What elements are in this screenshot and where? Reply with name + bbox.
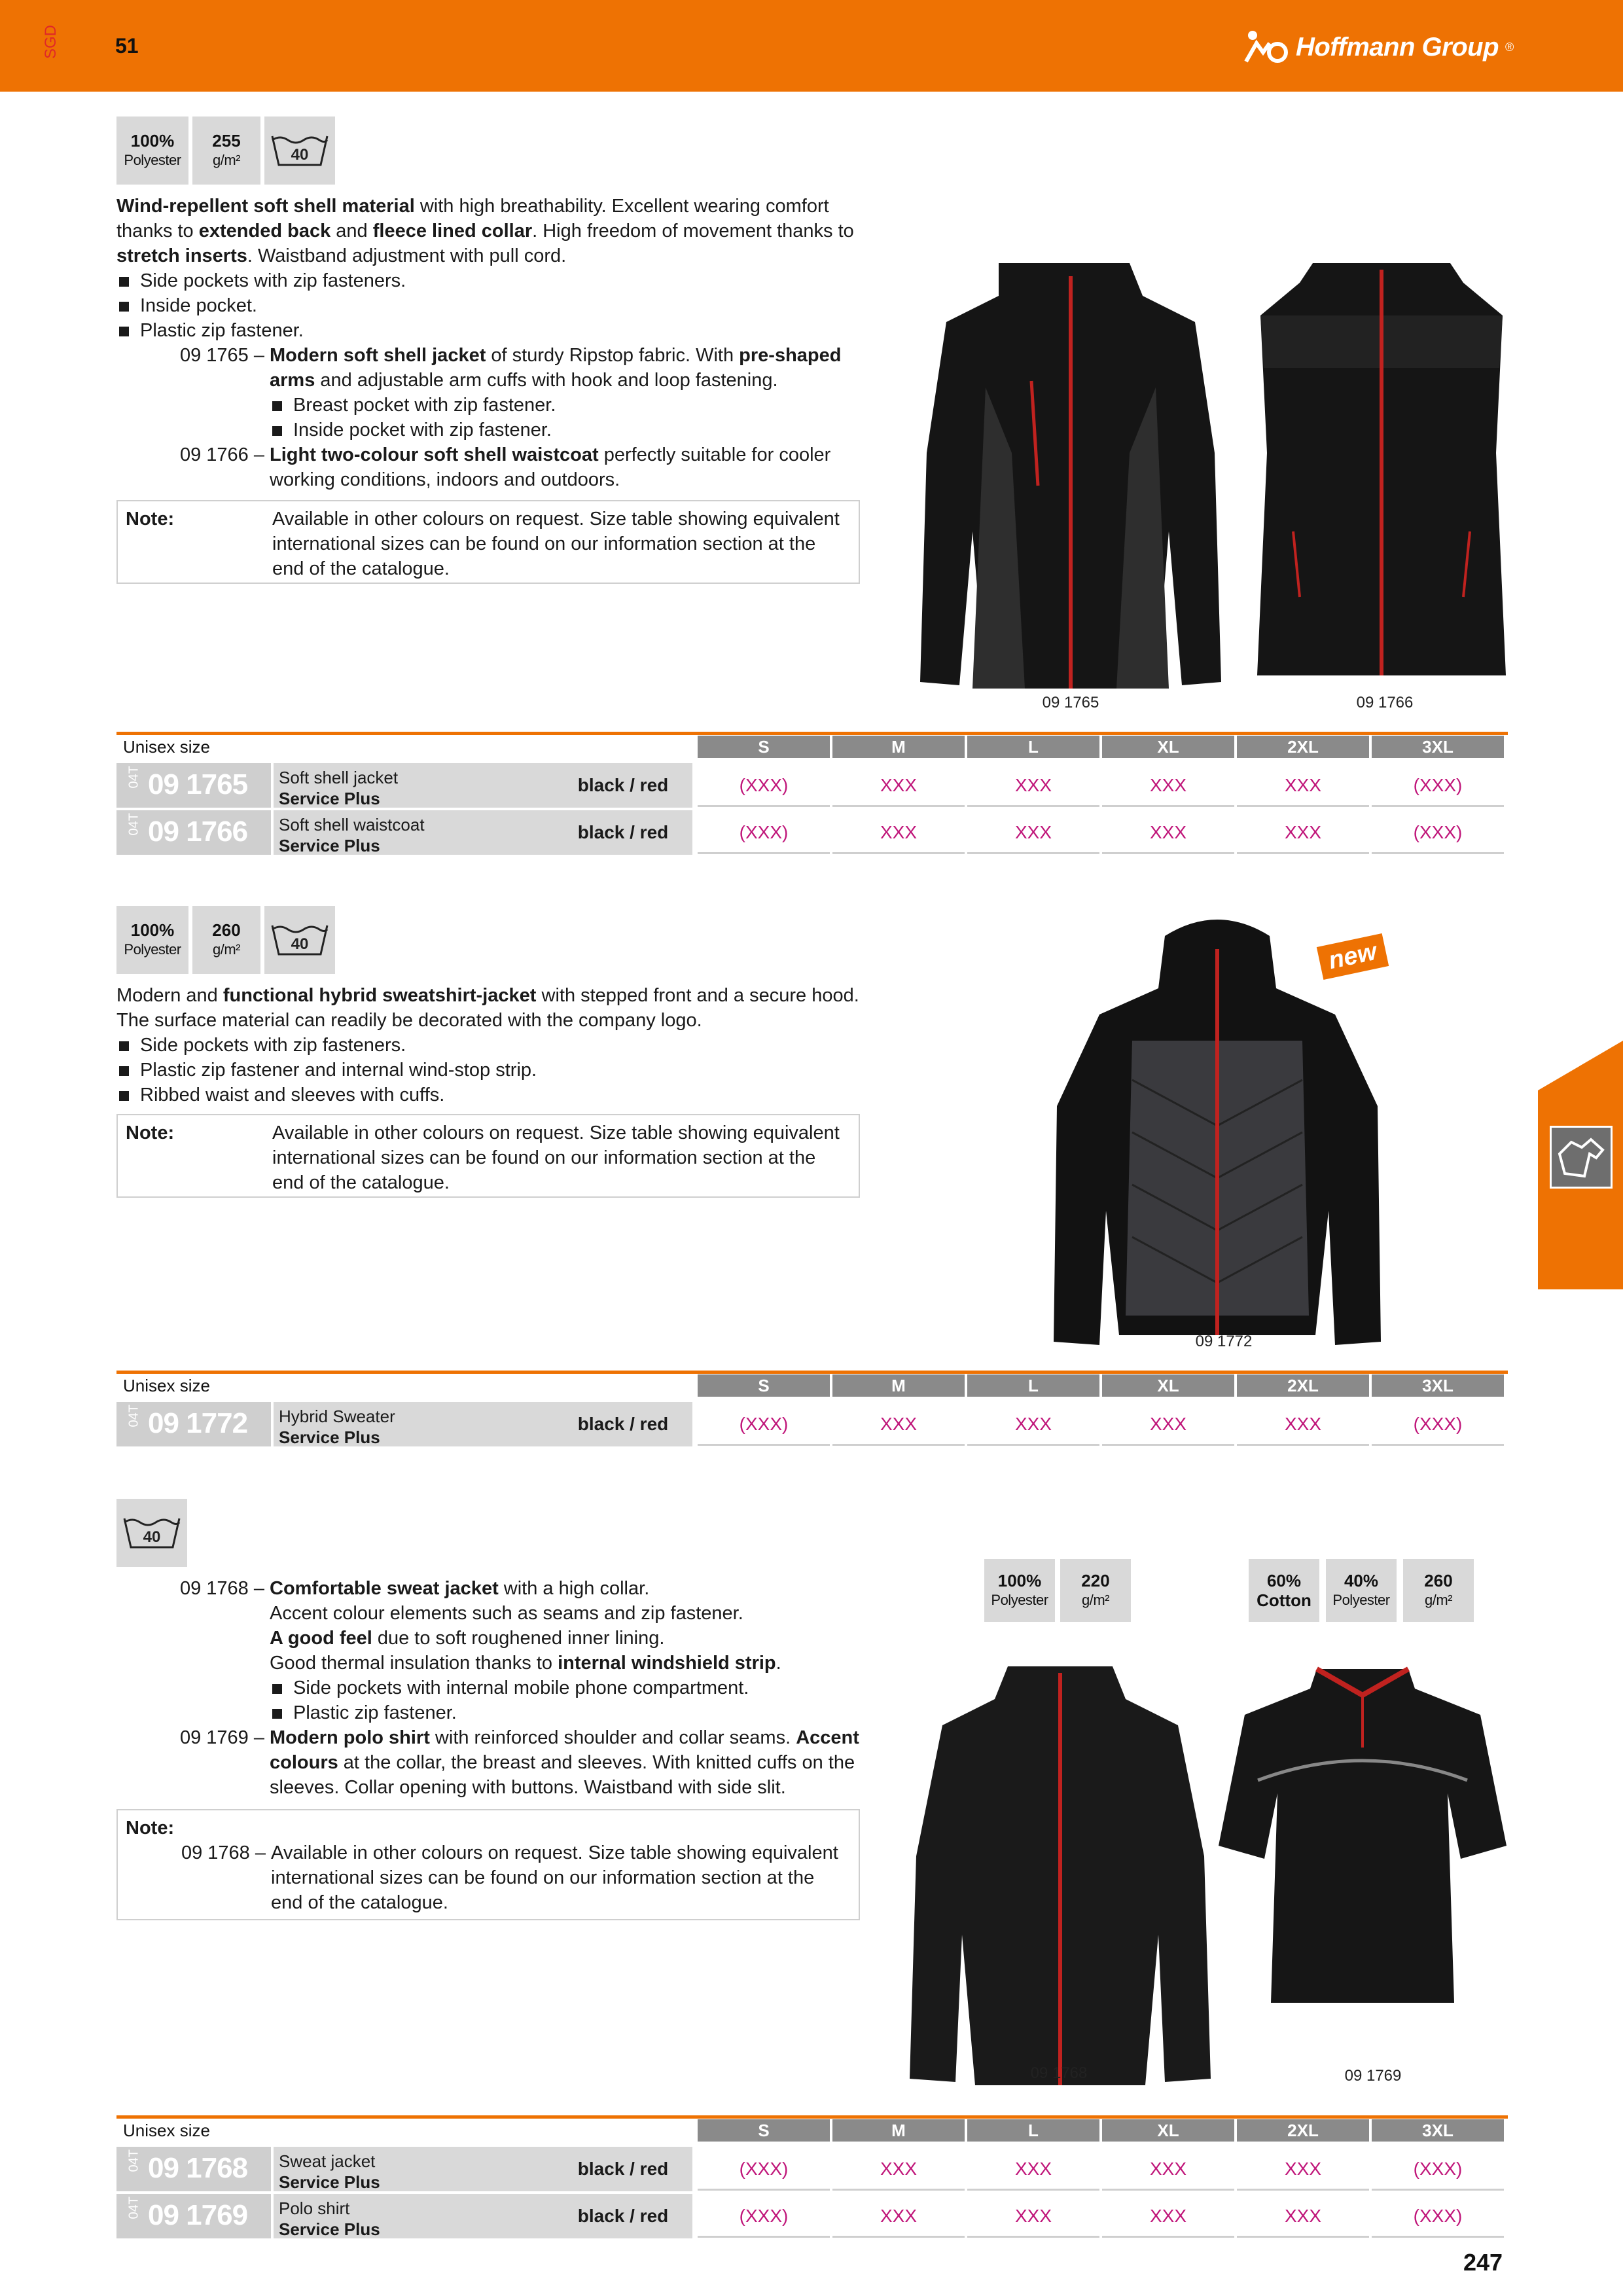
cell-divider	[967, 852, 1099, 854]
size-header-s: S	[698, 736, 830, 758]
size-cell-s[interactable]: (XXX)	[739, 822, 789, 842]
cell-divider	[1372, 805, 1504, 807]
size-cell-xl[interactable]: XXX	[1149, 775, 1187, 795]
product-name: Sweat jacket	[279, 2151, 376, 2171]
cell-divider	[1237, 2189, 1369, 2191]
cell-divider	[1237, 2236, 1369, 2238]
brand-name: Hoffmann Group	[1296, 32, 1499, 62]
section2-description	[116, 983, 876, 1107]
material-spec	[1326, 1559, 1397, 1622]
list-item: Inside pocket with zip fastener.	[270, 418, 869, 442]
spec-unit: g/m²	[213, 941, 240, 958]
spec-value: 100%	[130, 131, 175, 151]
bold-text: Modern soft shell jacket	[270, 345, 486, 366]
size-cell-3xl[interactable]: (XXX)	[1413, 775, 1463, 795]
size-header-xl: XL	[1102, 2119, 1234, 2142]
image-caption: 09 1769	[1344, 2067, 1402, 2085]
item-description: Modern polo shirt with reinforced shoulder and collar seams. Accent colours at the collar, the breast and sleeves. With knitted cuffs on the sleeves. Collar opening with buttons. Waistband with side slit.	[270, 1727, 859, 1798]
cell-divider	[698, 2189, 830, 2191]
size-cell-xl[interactable]: XXX	[1149, 2206, 1187, 2226]
cell-divider	[832, 1444, 965, 1446]
product-item-091768	[116, 1576, 869, 1725]
item-description-line: A good feel due to soft roughened inner lining.	[270, 1628, 665, 1649]
bold-text: functional hybrid sweatshirt-jacket	[223, 985, 537, 1006]
size-cell-s[interactable]: (XXX)	[739, 2206, 789, 2226]
list-item: Side pockets with zip fasteners.	[116, 1033, 876, 1058]
article-code: 09 1765	[148, 768, 248, 800]
bold-text: stretch inserts	[116, 245, 247, 266]
bold-text: Modern polo shirt	[270, 1727, 430, 1748]
size-header-3xl: 3XL	[1372, 1374, 1504, 1397]
size-header-m: M	[832, 2119, 965, 2142]
wash-temp: 40	[291, 146, 309, 164]
article-number[interactable]	[116, 2147, 271, 2191]
colour-label: black / red	[577, 822, 669, 842]
product-image-sweat-jacket[interactable]	[903, 1660, 1217, 2094]
size-cell-l[interactable]: XXX	[1014, 775, 1052, 795]
size-cell-xl[interactable]: XXX	[1149, 822, 1187, 842]
hoffmann-logo-icon	[1243, 29, 1289, 65]
size-header-3xl: 3XL	[1372, 2119, 1504, 2142]
article-prefix: 04T	[126, 813, 141, 836]
size-cell-3xl[interactable]: (XXX)	[1413, 1414, 1463, 1434]
image-caption: 09 1766	[1356, 694, 1414, 711]
size-header-l: L	[967, 1374, 1099, 1397]
spec-unit: Polyester	[1332, 1592, 1390, 1608]
article-number[interactable]	[116, 2194, 271, 2238]
wash-temp: 40	[143, 1528, 161, 1546]
size-cell-2xl[interactable]: XXX	[1284, 2206, 1322, 2226]
note-label: Note:	[126, 1122, 175, 1143]
new-badge: new	[1317, 933, 1389, 980]
image-caption: 09 1772	[1195, 1333, 1253, 1350]
bold-text: Light two-colour soft shell waistcoat	[270, 444, 599, 465]
note-text: Available in other colours on request. Size table showing equivalent international sizes can be found on our information section at the end of the catalogue.	[271, 1842, 838, 1913]
note-box	[116, 1809, 860, 1920]
list-item: Plastic zip fastener.	[270, 1700, 869, 1725]
item-description-line: Good thermal insulation thanks to internal windshield strip.	[270, 1653, 781, 1674]
colour-label: black / red	[577, 775, 669, 795]
bold-text: Wind-repellent soft shell material	[116, 196, 415, 217]
size-cell-m[interactable]: XXX	[880, 822, 918, 842]
bold-text: internal windshield strip	[558, 1653, 776, 1674]
article-code: 09 1766	[148, 816, 248, 848]
cell-divider	[1237, 805, 1369, 807]
size-cell-3xl[interactable]: (XXX)	[1413, 2159, 1463, 2179]
article-prefix: 04T	[126, 1405, 141, 1427]
product-image-softshell-waistcoat[interactable]	[1254, 257, 1509, 682]
workwear-category-icon	[1550, 1126, 1613, 1189]
spec-unit: Polyester	[124, 941, 181, 958]
service-level: Service Plus	[279, 836, 380, 855]
size-cell-m[interactable]: XXX	[880, 2206, 918, 2226]
item-code: 09 1769 –	[179, 1727, 264, 1748]
colour-label: black / red	[577, 2159, 669, 2179]
note-text: Available in other colours on request. Size table showing equivalent international sizes can be found on our information section at the end of the catalogue.	[272, 509, 840, 579]
article-number[interactable]	[116, 1402, 271, 1446]
cell-divider	[1372, 852, 1504, 854]
article-prefix: 04T	[126, 2149, 141, 2172]
cell-divider	[698, 1444, 830, 1446]
product-image-softshell-jacket[interactable]	[907, 257, 1234, 695]
bold-text: fleece lined collar	[372, 221, 533, 242]
weight-spec	[1060, 1559, 1131, 1622]
colour-label: black / red	[577, 2206, 669, 2226]
image-caption: 09 1765	[1042, 694, 1099, 711]
table-top-rule	[116, 1371, 1508, 1374]
cell-divider	[1102, 1444, 1234, 1446]
size-header-m: M	[832, 1374, 965, 1397]
article-code: 09 1768	[148, 2152, 248, 2184]
cell-divider	[967, 2189, 1099, 2191]
size-cell-l[interactable]: XXX	[1014, 1414, 1052, 1434]
table-top-rule	[116, 2115, 1508, 2119]
wash-40-icon	[116, 1499, 187, 1567]
spec-unit: Cotton	[1257, 1590, 1311, 1610]
article-number[interactable]	[116, 763, 271, 808]
size-cell-l[interactable]: XXX	[1014, 2206, 1052, 2226]
page-number: 247	[1463, 2249, 1503, 2276]
bold-text: Comfortable sweat jacket	[270, 1578, 499, 1599]
note-item	[126, 1840, 851, 1915]
spec-value: 100%	[130, 920, 175, 940]
spec-value: 100%	[997, 1571, 1042, 1590]
size-header-2xl: 2XL	[1237, 2119, 1369, 2142]
article-number[interactable]	[116, 810, 271, 855]
spec-value: 220	[1081, 1571, 1110, 1590]
list-item: Breast pocket with zip fastener.	[270, 393, 869, 418]
item-code: 09 1765 –	[179, 345, 264, 366]
spec-unit: Polyester	[124, 152, 181, 168]
cell-divider	[967, 805, 1099, 807]
size-cell-l[interactable]: XXX	[1014, 822, 1052, 842]
list-item: Inside pocket.	[116, 293, 869, 318]
list-item: Plastic zip fastener.	[116, 318, 869, 343]
bold-text: Accent colours	[270, 1727, 859, 1773]
cell-divider	[1372, 2189, 1504, 2191]
article-prefix: 04T	[126, 2197, 141, 2219]
material-spec	[1249, 1559, 1319, 1622]
cell-divider	[698, 805, 830, 807]
bold-text: extended back	[198, 221, 331, 242]
table-title: Unisex size	[123, 2121, 210, 2140]
service-level: Service Plus	[279, 1427, 380, 1447]
size-cell-xl[interactable]: XXX	[1149, 2159, 1187, 2179]
item-code: 09 1768 –	[179, 1578, 264, 1599]
brand-registered-mark: ®	[1505, 40, 1514, 54]
note-box	[116, 1114, 860, 1198]
table-top-rule	[116, 732, 1508, 735]
item-description-line: Accent colour elements such as seams and zip fastener.	[270, 1603, 743, 1624]
product-name: Soft shell jacket	[279, 768, 399, 787]
cell-divider	[967, 2236, 1099, 2238]
cell-divider	[832, 2189, 965, 2191]
note-text: Available in other colours on request. Size table showing equivalent international sizes can be found on our information section at the end of the catalogue.	[272, 1122, 840, 1193]
article-prefix: 04T	[126, 766, 141, 789]
spec-value: 40%	[1344, 1571, 1379, 1590]
note-box	[116, 500, 860, 584]
material-spec	[116, 906, 188, 974]
size-header-s: S	[698, 2119, 830, 2142]
size-cell-m[interactable]: XXX	[880, 1414, 918, 1434]
size-header-3xl: 3XL	[1372, 736, 1504, 758]
article-code: 09 1772	[148, 1407, 248, 1439]
article-code: 09 1769	[148, 2199, 248, 2231]
size-cell-s[interactable]: (XXX)	[739, 1414, 789, 1434]
item-description: Modern soft shell jacket of sturdy Ripstop fabric. With pre-shaped arms and adjustable arm cuffs with hook and loop fastening.	[270, 345, 842, 391]
side-code: SGD	[42, 24, 60, 59]
size-cell-3xl[interactable]: (XXX)	[1413, 822, 1463, 842]
size-cell-2xl[interactable]: XXX	[1284, 2159, 1322, 2179]
cell-divider	[1372, 2236, 1504, 2238]
spec-unit: Polyester	[991, 1592, 1048, 1608]
item-description: Comfortable sweat jacket with a high collar.	[270, 1578, 650, 1599]
size-cell-m[interactable]: XXX	[880, 775, 918, 795]
product-name: Hybrid Sweater	[279, 1407, 395, 1426]
list-item: Plastic zip fastener and internal wind-stop strip.	[116, 1058, 876, 1083]
intro-text: Modern and functional hybrid sweatshirt-jacket with stepped front and a secure hood. The surface material can readily be decorated with the company logo.	[116, 985, 859, 1031]
size-cell-s[interactable]: (XXX)	[739, 775, 789, 795]
cell-divider	[1237, 1444, 1369, 1446]
size-header-l: L	[967, 2119, 1099, 2142]
cell-divider	[832, 805, 965, 807]
size-header-xl: XL	[1102, 1374, 1234, 1397]
bold-text: A good feel	[270, 1628, 372, 1649]
section1-description	[116, 194, 869, 492]
note-label: Note:	[126, 509, 175, 529]
cell-divider	[1237, 852, 1369, 854]
item-code: 09 1768 –	[181, 1842, 266, 1863]
spec-value: 260	[1424, 1571, 1453, 1590]
service-level: Service Plus	[279, 2172, 380, 2192]
cell-divider	[1102, 2189, 1234, 2191]
wash-40-icon	[264, 906, 335, 974]
size-header-2xl: 2XL	[1237, 1374, 1369, 1397]
size-header-l: L	[967, 736, 1099, 758]
item-description: Light two-colour soft shell waistcoat perfectly suitable for cooler working conditions, indoors and outdoors.	[270, 444, 831, 490]
cell-divider	[832, 2236, 965, 2238]
weight-spec	[1403, 1559, 1474, 1622]
cell-divider	[967, 1444, 1099, 1446]
item-code: 09 1766 –	[179, 444, 264, 465]
size-header-xl: XL	[1102, 736, 1234, 758]
spec-value: 255	[212, 131, 241, 151]
cell-divider	[698, 852, 830, 854]
cell-divider	[1102, 2236, 1234, 2238]
brand-logo[interactable]	[1243, 27, 1514, 67]
product-image-polo-shirt[interactable]	[1219, 1662, 1507, 2009]
intro-text: Wind-repellent soft shell material with high breathability. Excellent wearing comfort thanks to extended back and fleece lined collar. High freedom of movement thanks to stretch inserts. Waistband adjustment with pull cord.	[116, 196, 854, 266]
material-spec	[116, 117, 188, 185]
cell-divider	[1372, 1444, 1504, 1446]
spec-unit: g/m²	[213, 152, 240, 168]
product-name: Soft shell waistcoat	[279, 815, 425, 834]
spec-unit: g/m²	[1425, 1592, 1452, 1608]
cell-divider	[698, 2236, 830, 2238]
bold-text: pre-shaped arms	[270, 345, 842, 391]
material-spec	[984, 1559, 1055, 1622]
table-title: Unisex size	[123, 1376, 210, 1395]
service-level: Service Plus	[279, 2219, 380, 2239]
spec-value: 60%	[1266, 1571, 1302, 1590]
spec-unit: g/m²	[1082, 1592, 1109, 1608]
product-item-091766	[116, 442, 869, 492]
size-cell-2xl[interactable]: XXX	[1284, 775, 1322, 795]
note-label: Note:	[126, 1818, 175, 1839]
product-item-091769	[116, 1725, 869, 1800]
cell-divider	[1102, 852, 1234, 854]
list-item: Side pockets with zip fasteners.	[116, 268, 869, 293]
list-item: Side pockets with internal mobile phone compartment.	[270, 1676, 869, 1700]
wash-40-icon	[264, 117, 335, 185]
cell-divider	[832, 852, 965, 854]
size-cell-2xl[interactable]: XXX	[1284, 1414, 1322, 1434]
size-cell-m[interactable]: XXX	[880, 2159, 918, 2179]
product-name: Polo shirt	[279, 2198, 350, 2218]
product-item-091765	[116, 343, 869, 442]
size-header-m: M	[832, 736, 965, 758]
size-cell-3xl[interactable]: (XXX)	[1413, 2206, 1463, 2226]
size-cell-xl[interactable]: XXX	[1149, 1414, 1187, 1434]
colour-label: black / red	[577, 1414, 669, 1434]
size-cell-2xl[interactable]: XXX	[1284, 822, 1322, 842]
wash-temp: 40	[291, 935, 309, 953]
size-header-s: S	[698, 1374, 830, 1397]
weight-spec	[192, 117, 260, 185]
weight-spec	[192, 906, 260, 974]
size-cell-s[interactable]: (XXX)	[739, 2159, 789, 2179]
cell-divider	[1102, 805, 1234, 807]
section3-description	[116, 1576, 869, 1800]
service-level: Service Plus	[279, 789, 380, 808]
spec-value: 260	[212, 920, 241, 940]
image-caption: 09 1768	[1030, 2064, 1088, 2082]
size-cell-l[interactable]: XXX	[1014, 2159, 1052, 2179]
table-title: Unisex size	[123, 737, 210, 757]
section-number: 51	[115, 34, 139, 58]
size-header-2xl: 2XL	[1237, 736, 1369, 758]
list-item: Ribbed waist and sleeves with cuffs.	[116, 1083, 876, 1107]
